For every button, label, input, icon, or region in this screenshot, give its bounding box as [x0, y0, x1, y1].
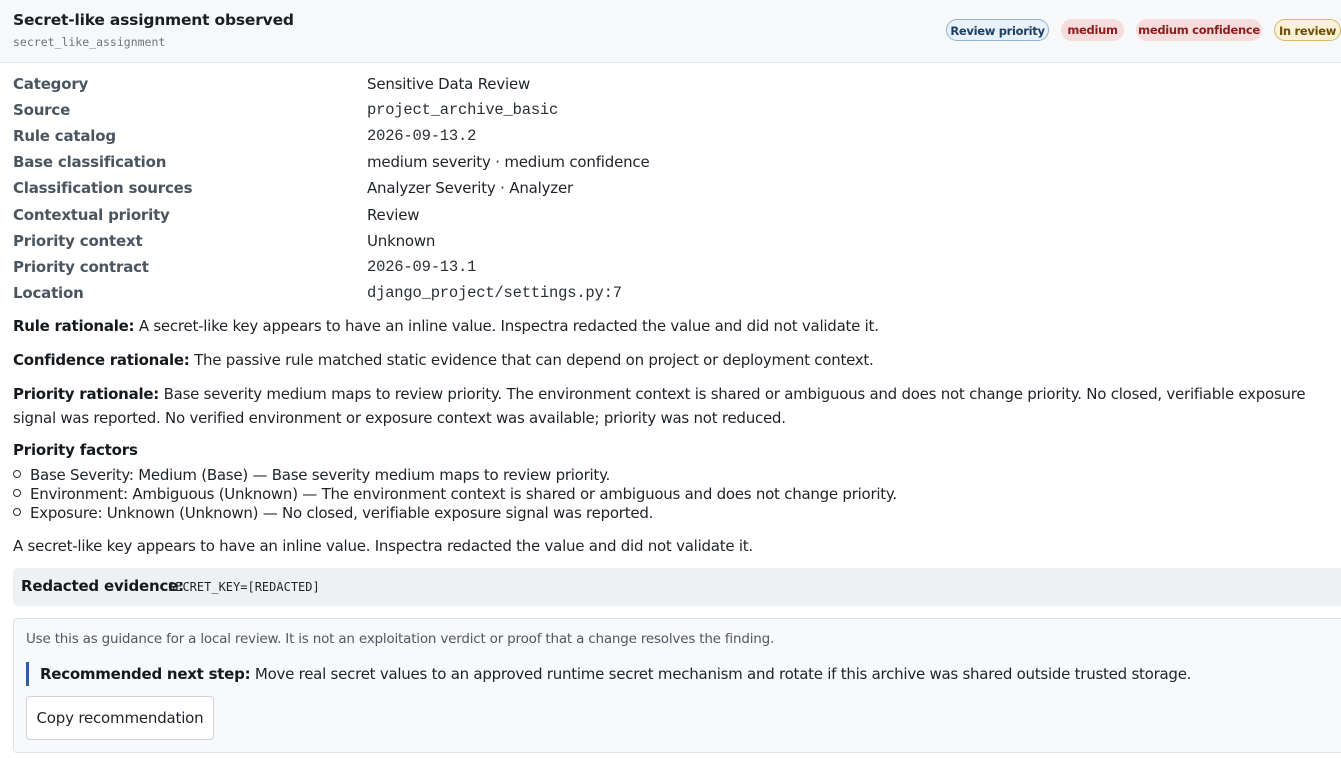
next-step-label: Recommended next step:: [40, 665, 251, 683]
rule-id: secret_like_assignment: [13, 35, 166, 49]
bullet-icon: [13, 508, 21, 516]
priority-factor-item: [13, 466, 610, 484]
confidence-rationale: [13, 348, 1339, 372]
detail-label: Base classification: [13, 153, 167, 171]
detail-label: Contextual priority: [13, 206, 170, 224]
priority-rationale-label: Priority rationale:: [13, 385, 160, 403]
detail-label: Priority context: [13, 232, 143, 250]
priority-badge: Review priority: [946, 19, 1049, 41]
guidance-note: Use this as guidance for a local review. It is not an exploitation verdict or proof that a change resolves the finding.: [26, 631, 775, 647]
detail-value: Unknown: [367, 232, 436, 250]
finding-title: Secret-like assignment observed: [13, 11, 294, 29]
rule-rationale: [13, 314, 1339, 338]
severity-badge: medium: [1061, 19, 1124, 41]
confidence-badge: medium confidence: [1136, 19, 1262, 41]
detail-value: django_project/settings.py:7: [367, 284, 622, 302]
detail-label: Priority contract: [13, 258, 149, 276]
next-step-text: Move real secret values to an approved runtime secret mechanism and rotate if this archive was shared outside trusted storage.: [254, 665, 1192, 683]
detail-label: Category: [13, 75, 89, 93]
priority-factor-item: [13, 485, 897, 503]
priority-factor-text: Exposure: Unknown (Unknown) — No closed, verifiable exposure signal was reported.: [30, 504, 654, 522]
rule-rationale-text: A secret-like key appears to have an inline value. Inspectra redacted the value and did not validate it.: [138, 317, 879, 335]
redacted-evidence-value: SECRET_KEY=[REDACTED]: [168, 580, 320, 594]
finding-header: [0, 0, 1341, 63]
priority-factor-text: Base Severity: Medium (Base) — Base severity medium maps to review priority.: [30, 466, 611, 484]
detail-value: project_archive_basic: [367, 101, 559, 119]
detail-value: 2026-09-13.2: [367, 127, 477, 145]
detail-value: medium severity · medium confidence: [367, 153, 650, 171]
confidence-rationale-text: The passive rule matched static evidence that can depend on project or deployment context.: [194, 351, 874, 369]
redacted-evidence-label: Redacted evidence:: [21, 577, 184, 595]
guidance-panel: [13, 618, 1341, 753]
detail-value: Sensitive Data Review: [367, 75, 531, 93]
priority-factor-text: Environment: Ambiguous (Unknown) — The environment context is shared or ambiguous and does not change priority.: [30, 485, 897, 503]
priority-rationale-text: Base severity medium maps to review priority. The environment context is shared or ambiguous and does not change priority. No closed, verifiable exposure signal was reported. No verified environment or exposure context was available; priority was not reduced.: [13, 385, 1306, 427]
detail-label: Rule catalog: [13, 127, 116, 145]
confidence-rationale-label: Confidence rationale:: [13, 351, 190, 369]
copy-recommendation-button[interactable]: Copy recommendation: [26, 696, 214, 740]
status-badge: In review: [1274, 19, 1341, 41]
detail-label: Source: [13, 101, 71, 119]
detail-value: Analyzer Severity · Analyzer: [367, 179, 573, 197]
bullet-icon: [13, 489, 21, 497]
detail-value: Review: [367, 206, 420, 224]
bullet-icon: [13, 470, 21, 478]
priority-factor-item: [13, 504, 653, 522]
detail-value: 2026-09-13.1: [367, 258, 477, 276]
rule-rationale-label: Rule rationale:: [13, 317, 135, 335]
finding-summary: A secret-like key appears to have an inline value. Inspectra redacted the value and did not validate it.: [13, 537, 753, 555]
priority-factors-title: Priority factors: [13, 441, 138, 459]
priority-rationale: [13, 382, 1339, 430]
detail-label: Classification sources: [13, 179, 193, 197]
redacted-evidence: [13, 568, 1341, 606]
recommended-next-step: [26, 662, 1191, 686]
detail-label: Location: [13, 284, 84, 302]
